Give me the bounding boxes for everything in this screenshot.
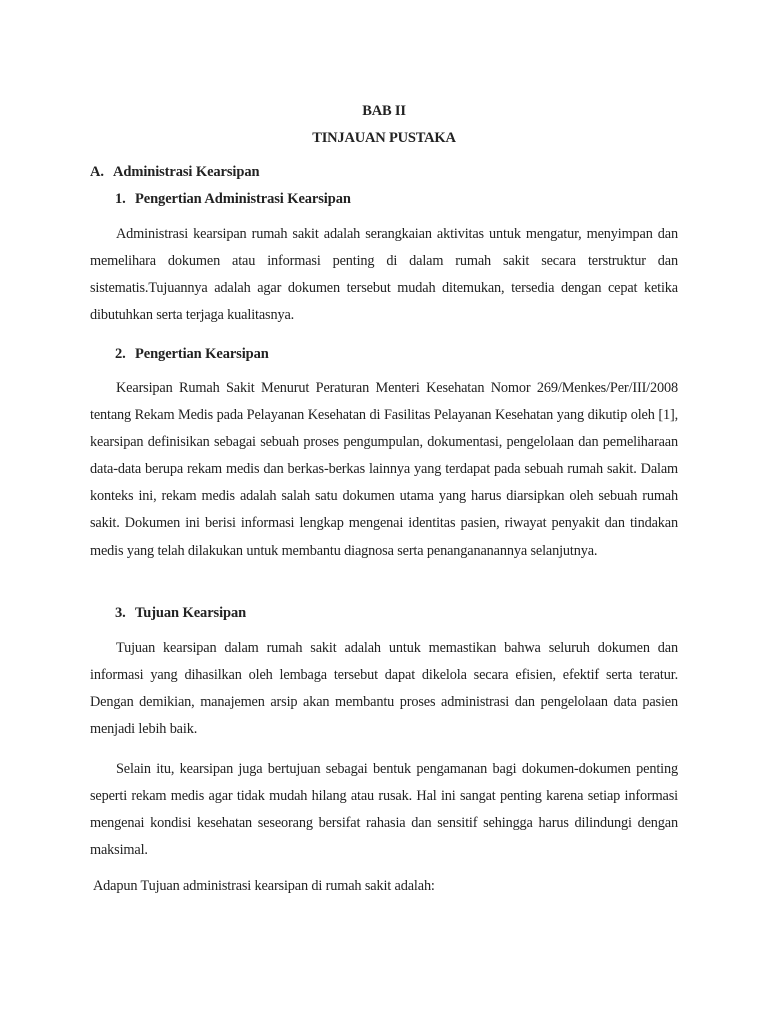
subsection-1-paragraph-1: Administrasi kearsipan rumah sakit adalah serangkaian aktivitas untuk mengatur, menyimpan dan memelihara dokumen atau informasi penting di dalam rumah sakit secara terstruktur dan sistematis.Tujuannya adalah agar dokumen tersebut mudah ditemukan, tersedia dengan cepat ketika dibutuhkan serta terjaga kualitasnya. [90,226,678,324]
subsection-3-paragraph-1: Tujuan kearsipan dalam rumah sakit adalah untuk memastikan bahwa seluruh dokumen dan informasi yang dihasilkan oleh lembaga tersebut dapat dikelola secara efisien, efektif serta teratur. Dengan demikian, manajemen arsip akan membantu proses administrasi dan pengelolaan data pasien menjadi lebih baik. [90,640,678,738]
subsection-2-paragraph-1: Kearsipan Rumah Sakit Menurut Peraturan Menteri Kesehatan Nomor 269/Menkes/Per/III/2008 tentang Rekam Medis pada Pelayanan Kesehatan di Fasilitas Pelayanan Kesehatan yang dikutip oleh [1], kearsipan definisikan sebagai sebuah proses pengumpulan, dokumentasi, pengelolaan dan pemeliharaan data-data berupa rekam medis dan berkas-berkas lainnya yang terdapat pada sebuah rumah sakit. Dalam konteks ini, rekam medis adalah salah satu dokumen utama yang harus diarsipkan oleh sebuah rumah sakit. Dokumen ini berisi informasi lengkap mengenai identitas pasien, riwayat penyakit dan tindakan medis yang telah dilakukan untuk membantu diagnosa serta penangananannya selanjutnya. [90,380,678,559]
chapter-title: TINJAUAN PUSTAKA [312,130,456,146]
subsection-1-title: Pengertian Administrasi Kearsipan [135,191,351,207]
section-a-marker: A. [90,164,104,180]
subsection-2-title: Pengertian Kearsipan [135,346,269,362]
subsection-2-heading [115,345,269,363]
subsection-3-title: Tujuan Kearsipan [135,605,247,621]
subsection-1-heading [115,190,351,208]
chapter-label: BAB II [362,103,406,119]
section-a-heading [90,163,259,181]
subsection-3-marker: 3. [115,605,126,621]
subsection-1-marker: 1. [115,191,126,207]
subsection-2-marker: 2. [115,346,126,362]
subsection-3-heading [115,604,246,622]
subsection-3-paragraph-2: Selain itu, kearsipan juga bertujuan sebagai bentuk pengamanan bagi dokumen-dokumen penting seperti rekam medis agar tidak mudah hilang atau rusak. Hal ini sangat penting karena setiap informasi mengenai kondisi kesehatan seseorang bersifat rahasia dan sensitif sehingga harus dilindungi dengan maksimal. [90,761,678,859]
section-a-title: Administrasi Kearsipan [113,164,260,180]
closing-line: Adapun Tujuan administrasi kearsipan di rumah sakit adalah: [93,878,435,894]
